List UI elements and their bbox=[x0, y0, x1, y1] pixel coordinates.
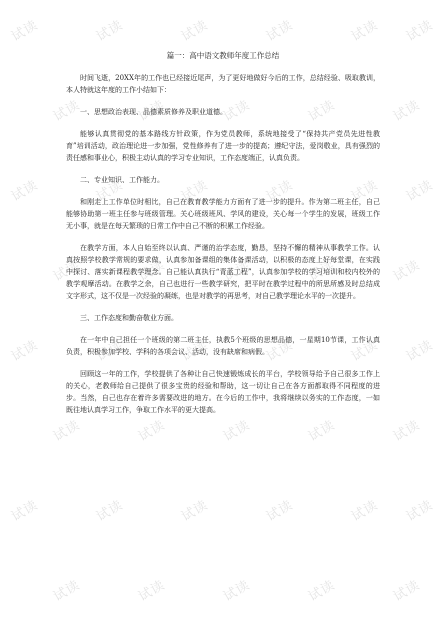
watermark-text: 试读 bbox=[94, 497, 126, 525]
watermark-text: 试读 bbox=[9, 17, 41, 45]
paragraph-section-3b: 回顾这一年的工作，学校提供了各种让自己快速锻炼成长的平台，学校领导给予自己很多工作上的关心，老教师给自己提供了很多宝贵的经验和帮助，这一切让自己在各方面都取得不同程度的进步。当然，自己也存在着许多需要改进的地方。在今后的工作中，我将继续以务实的工作态度，一如既往地认真学习工作，争取工作水平的更大提高。 bbox=[66, 370, 380, 414]
watermark-text: 试读 bbox=[404, 497, 436, 525]
watermark-text: 试读 bbox=[391, 577, 423, 605]
watermark-text: 试读 bbox=[264, 177, 296, 205]
watermark-text: 试读 bbox=[9, 337, 41, 365]
watermark-text: 试读 bbox=[349, 337, 381, 365]
watermark-text: 试读 bbox=[179, 177, 211, 205]
watermark-text: 试读 bbox=[136, 97, 168, 125]
watermark-text: 试读 bbox=[179, 337, 211, 365]
watermark-text: 试读 bbox=[264, 337, 296, 365]
watermark-text: 试读 bbox=[306, 577, 338, 605]
watermark-text: 试读 bbox=[349, 177, 381, 205]
watermark-text: 试读 bbox=[306, 97, 338, 125]
section-heading-3: 三、工作态度和勤奋敬业方面。 bbox=[80, 314, 178, 322]
watermark-text: 试读 bbox=[221, 257, 253, 285]
watermark-text: 试读 bbox=[94, 337, 126, 365]
watermark-text: 试读 bbox=[51, 417, 83, 445]
watermark-text: 试读 bbox=[264, 17, 296, 45]
paragraph-intro: 时间飞逝，20XX年的工作也已经接近尾声，为了更好地做好今后的工作，总结经验、吸取教训，本人特就这年度的工作小结如下： bbox=[66, 74, 380, 94]
watermark-text: 试读 bbox=[391, 257, 423, 285]
watermark-text: 试读 bbox=[404, 177, 436, 205]
watermark-text: 试读 bbox=[136, 417, 168, 445]
watermark-text: 试读 bbox=[9, 497, 41, 525]
paragraph-section-2b: 在教学方面，本人自始至终以认真、严谨的治学态度，勤恳，坚持不懈的精神从事教学工作。认真按照学校教学常规的要求做，认真参加备课组的集体备课活动，以积极的态度上好每堂课，在实践中探讨、落实新课程教学理念。自己能认真执行“青蓝工程”，认真参加学校的学习培训和校内校外的教学观摩活动。在教学之余，自己也进行一些教学研究，把平时在教学过程中的所思所感及时总结成文字形式，这不仅是一次经验的凝练，也是对教学的再思考，对自己教学理论水平的一次提升。 bbox=[66, 244, 380, 300]
watermark-text: 试读 bbox=[349, 497, 381, 525]
watermark-text: 试读 bbox=[306, 257, 338, 285]
paragraph-section-2a: 和刚走上工作单位时相比，自己在教育教学能力方面有了进一步的提升。作为第二班主任，自己能够协助第一班主任参与班级管理。关心班级班风、学风的建设，关心每一个学生的发展，班级工作无小事，就是在每天繁琐的日常工作中自己不断的积累工作经验。 bbox=[66, 198, 380, 230]
watermark-text: 试读 bbox=[404, 337, 436, 365]
watermark-text: 试读 bbox=[179, 497, 211, 525]
watermark-text: 试读 bbox=[221, 577, 253, 605]
watermark-text: 试读 bbox=[306, 417, 338, 445]
document-body bbox=[66, 50, 380, 426]
watermark-text: 试读 bbox=[9, 177, 41, 205]
watermark-text: 试读 bbox=[179, 17, 211, 45]
document-title: 篇一：高中语文教师年度工作总结 bbox=[166, 51, 280, 60]
watermark-text: 试读 bbox=[136, 577, 168, 605]
watermark-text: 试读 bbox=[94, 177, 126, 205]
watermark-text: 试读 bbox=[221, 97, 253, 125]
watermark-text: 试读 bbox=[51, 257, 83, 285]
watermark-text: 试读 bbox=[264, 497, 296, 525]
watermark-text: 试读 bbox=[51, 97, 83, 125]
watermark-text: 试读 bbox=[391, 417, 423, 445]
watermark-text: 试读 bbox=[136, 257, 168, 285]
watermark-text: 试读 bbox=[404, 17, 436, 45]
watermark-text: 试读 bbox=[51, 577, 83, 605]
paragraph-section-1: 能够认真贯彻党的基本路线方针政策，作为党员教师，系统地接受了“保持共产党员先进性教育”培训活动，政治理论进一步加强，党性修养有了进一步的提高；遵纪守法，爱岗敬业，具有强烈的责任感和事业心，积极主动认真的学习专业知识，工作态度端正，认真负责。 bbox=[66, 130, 380, 162]
watermark-text: 试读 bbox=[391, 97, 423, 125]
paragraph-section-3a: 在一年中自己担任一个班级的第二班主任，执教5个班级的思想品德，一星期10节课，工作认真负责，积极参加学校、学科的各项会议、活动，没有缺席和病假。 bbox=[66, 336, 380, 356]
watermark-text: 试读 bbox=[349, 17, 381, 45]
section-heading-2: 二、专业知识、工作能力。 bbox=[80, 176, 164, 184]
watermark-text: 试读 bbox=[94, 17, 126, 45]
watermark-text: 试读 bbox=[221, 417, 253, 445]
section-heading-1: 一、思想政治表现、品德素质修养及职业道德。 bbox=[80, 108, 227, 116]
